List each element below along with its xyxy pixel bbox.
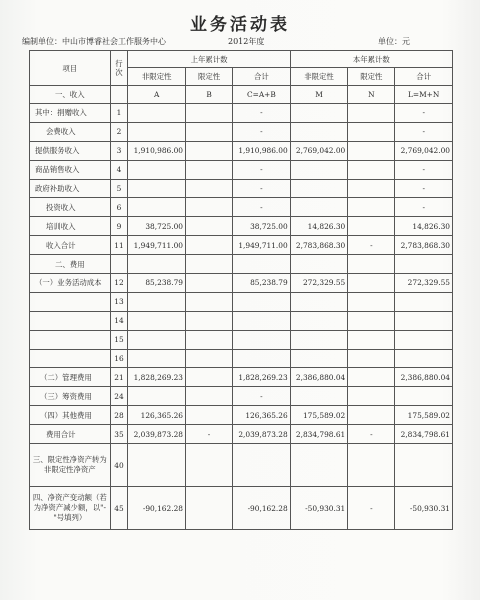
row-item-label: （三）筹资费用 bbox=[30, 387, 111, 406]
row-value-cell: - bbox=[185, 425, 232, 444]
row-value-cell bbox=[290, 255, 348, 274]
row-value-cell bbox=[395, 387, 453, 406]
row-value-cell: 2,386,880.04 bbox=[395, 368, 453, 387]
row-value-cell bbox=[290, 330, 348, 349]
row-value-cell bbox=[185, 141, 232, 160]
row-item-label: （二）管理费用 bbox=[30, 368, 111, 387]
row-value-cell: - bbox=[233, 104, 291, 123]
row-value-cell bbox=[290, 387, 348, 406]
table-row bbox=[30, 160, 453, 179]
row-value-cell: -50,930.31 bbox=[290, 487, 348, 530]
row-value-cell bbox=[185, 349, 232, 368]
row-line-number: 11 bbox=[110, 236, 128, 255]
row-item-label bbox=[30, 292, 111, 311]
formula-item-label: 一、收入 bbox=[30, 86, 111, 104]
row-item-label: 三、限定性净资产转为非限定性净资产 bbox=[30, 444, 111, 487]
formula-cell: C=A+B bbox=[233, 86, 291, 104]
row-value-cell: 126,365.26 bbox=[128, 406, 186, 425]
table-row bbox=[30, 292, 453, 311]
row-value-cell bbox=[348, 444, 395, 487]
row-value-cell: 2,783,868.30 bbox=[395, 236, 453, 255]
row-line-number: 2 bbox=[110, 122, 128, 141]
row-value-cell bbox=[128, 330, 186, 349]
row-value-cell: 272,329.55 bbox=[395, 274, 453, 293]
table-row bbox=[30, 141, 453, 160]
table-row bbox=[30, 311, 453, 330]
row-value-cell bbox=[185, 274, 232, 293]
row-value-cell bbox=[233, 444, 291, 487]
row-value-cell bbox=[185, 311, 232, 330]
row-value-cell bbox=[348, 387, 395, 406]
row-value-cell bbox=[348, 292, 395, 311]
row-line-number: 3 bbox=[110, 141, 128, 160]
row-value-cell: 272,329.55 bbox=[290, 274, 348, 293]
row-item-label: 商品销售收入 bbox=[30, 160, 111, 179]
row-value-cell bbox=[348, 274, 395, 293]
row-value-cell bbox=[128, 198, 186, 217]
row-value-cell: 2,039,873.28 bbox=[128, 425, 186, 444]
row-value-cell: 38,725.00 bbox=[128, 217, 186, 236]
row-item-label: 费用合计 bbox=[30, 425, 111, 444]
row-value-cell bbox=[395, 444, 453, 487]
row-value-cell: 2,769,042.00 bbox=[290, 141, 348, 160]
formula-cell: B bbox=[185, 86, 232, 104]
row-value-cell bbox=[290, 160, 348, 179]
row-value-cell bbox=[128, 387, 186, 406]
row-value-cell bbox=[395, 349, 453, 368]
row-value-cell: 14,826.30 bbox=[395, 217, 453, 236]
table-row bbox=[30, 387, 453, 406]
row-item-label: （四）其他费用 bbox=[30, 406, 111, 425]
row-value-cell bbox=[128, 349, 186, 368]
row-value-cell bbox=[290, 444, 348, 487]
row-item-label: 收入合计 bbox=[30, 236, 111, 255]
row-value-cell bbox=[128, 104, 186, 123]
row-value-cell: 1,910,986.00 bbox=[233, 141, 291, 160]
row-value-cell bbox=[348, 104, 395, 123]
formula-cell: L=M+N bbox=[395, 86, 453, 104]
page-title: 业务活动表 bbox=[190, 15, 290, 35]
row-line-number: 14 bbox=[110, 311, 128, 330]
row-value-cell bbox=[128, 444, 186, 487]
row-value-cell: 2,783,868.30 bbox=[290, 236, 348, 255]
row-value-cell: 175,589.02 bbox=[290, 406, 348, 425]
row-line-number: 6 bbox=[110, 198, 128, 217]
row-value-cell bbox=[185, 122, 232, 141]
row-value-cell bbox=[128, 311, 186, 330]
row-value-cell bbox=[185, 179, 232, 198]
row-value-cell: 175,589.02 bbox=[395, 406, 453, 425]
row-value-cell bbox=[128, 122, 186, 141]
formula-cell: N bbox=[348, 86, 395, 104]
row-value-cell bbox=[185, 160, 232, 179]
row-value-cell bbox=[395, 311, 453, 330]
row-line-number: 9 bbox=[110, 217, 128, 236]
row-line-number: 1 bbox=[110, 104, 128, 123]
row-value-cell bbox=[185, 487, 232, 530]
row-value-cell bbox=[395, 255, 453, 274]
row-value-cell bbox=[348, 368, 395, 387]
header-prev-unrestricted: 非限定性 bbox=[128, 68, 186, 86]
row-value-cell bbox=[233, 330, 291, 349]
row-item-label: 政府补助收入 bbox=[30, 179, 111, 198]
row-value-cell: - bbox=[395, 179, 453, 198]
table-row bbox=[30, 444, 453, 487]
row-value-cell bbox=[185, 368, 232, 387]
row-value-cell bbox=[185, 292, 232, 311]
table-row bbox=[30, 255, 453, 274]
activity-table bbox=[29, 50, 453, 530]
formula-cell: M bbox=[290, 86, 348, 104]
row-value-cell bbox=[348, 122, 395, 141]
header-this-unrestricted: 非限定性 bbox=[290, 68, 348, 86]
row-value-cell bbox=[290, 349, 348, 368]
row-item-label bbox=[30, 349, 111, 368]
row-value-cell: 2,386,880.04 bbox=[290, 368, 348, 387]
row-value-cell: - bbox=[395, 122, 453, 141]
table-row bbox=[30, 217, 453, 236]
header-line bbox=[110, 51, 128, 86]
row-value-cell bbox=[395, 330, 453, 349]
row-value-cell bbox=[290, 292, 348, 311]
row-value-cell bbox=[348, 330, 395, 349]
row-value-cell bbox=[233, 255, 291, 274]
row-value-cell bbox=[185, 217, 232, 236]
row-value-cell bbox=[233, 349, 291, 368]
row-value-cell bbox=[348, 349, 395, 368]
header-line-label: 行次 bbox=[115, 59, 123, 77]
row-line-number: 21 bbox=[110, 368, 128, 387]
report-year: 2012年度 bbox=[228, 37, 265, 46]
row-value-cell: 1,910,986.00 bbox=[128, 141, 186, 160]
table-row bbox=[30, 104, 453, 123]
row-value-cell: 38,725.00 bbox=[233, 217, 291, 236]
row-value-cell bbox=[348, 255, 395, 274]
row-item-label: 其中：捐赠收入 bbox=[30, 104, 111, 123]
row-line-number: 40 bbox=[110, 444, 128, 487]
row-value-cell bbox=[185, 444, 232, 487]
row-value-cell: - bbox=[395, 104, 453, 123]
row-line-number: 16 bbox=[110, 349, 128, 368]
table-row bbox=[30, 122, 453, 141]
header-this-year: 本年累计数 bbox=[290, 51, 452, 68]
row-item-label: 二、费用 bbox=[30, 255, 111, 274]
row-value-cell: - bbox=[233, 160, 291, 179]
row-value-cell: - bbox=[233, 179, 291, 198]
table-row bbox=[30, 487, 453, 530]
table-row bbox=[30, 179, 453, 198]
row-value-cell bbox=[348, 311, 395, 330]
row-line-number: 12 bbox=[110, 274, 128, 293]
row-item-label bbox=[30, 311, 111, 330]
row-value-cell bbox=[185, 406, 232, 425]
row-line-number: 4 bbox=[110, 160, 128, 179]
row-value-cell: - bbox=[233, 198, 291, 217]
row-line-number: 24 bbox=[110, 387, 128, 406]
row-value-cell: -50,930.31 bbox=[395, 487, 453, 530]
row-value-cell: -90,162.28 bbox=[233, 487, 291, 530]
row-value-cell bbox=[348, 198, 395, 217]
row-item-label: （一）业务活动成本 bbox=[30, 274, 111, 293]
row-value-cell: 1,949,711.00 bbox=[233, 236, 291, 255]
row-value-cell: 2,039,873.28 bbox=[233, 425, 291, 444]
preparer-unit: 编制单位：中山市博睿社会工作服务中心 bbox=[22, 37, 166, 46]
row-value-cell: - bbox=[395, 160, 453, 179]
row-line-number: 15 bbox=[110, 330, 128, 349]
row-value-cell bbox=[348, 141, 395, 160]
row-value-cell bbox=[128, 160, 186, 179]
row-value-cell: - bbox=[233, 122, 291, 141]
row-item-label: 四、净资产变动额（若为净资产减少额，以"-"号填列） bbox=[30, 487, 111, 530]
row-item-label: 会费收入 bbox=[30, 122, 111, 141]
row-item-label: 提供服务收入 bbox=[30, 141, 111, 160]
row-value-cell bbox=[185, 330, 232, 349]
row-value-cell: 85,238.79 bbox=[233, 274, 291, 293]
row-value-cell bbox=[233, 292, 291, 311]
row-value-cell bbox=[348, 160, 395, 179]
table-row bbox=[30, 349, 453, 368]
currency-unit: 单位：元 bbox=[378, 37, 410, 46]
row-value-cell bbox=[128, 292, 186, 311]
row-line-number: 45 bbox=[110, 487, 128, 530]
row-line-number bbox=[110, 255, 128, 274]
row-line-number: 13 bbox=[110, 292, 128, 311]
row-value-cell bbox=[128, 179, 186, 198]
formula-cell: A bbox=[128, 86, 186, 104]
row-value-cell bbox=[348, 217, 395, 236]
row-value-cell: -90,162.28 bbox=[128, 487, 186, 530]
row-value-cell: 2,769,042.00 bbox=[395, 141, 453, 160]
row-value-cell: 14,826.30 bbox=[290, 217, 348, 236]
row-value-cell bbox=[185, 198, 232, 217]
header-this-restricted: 限定性 bbox=[348, 68, 395, 86]
header-this-total: 合计 bbox=[395, 68, 453, 86]
row-value-cell bbox=[185, 104, 232, 123]
row-item-label bbox=[30, 330, 111, 349]
row-value-cell bbox=[290, 179, 348, 198]
row-value-cell bbox=[290, 311, 348, 330]
row-value-cell bbox=[185, 255, 232, 274]
row-value-cell: 1,949,711.00 bbox=[128, 236, 186, 255]
row-value-cell bbox=[185, 236, 232, 255]
row-line-number: 35 bbox=[110, 425, 128, 444]
row-value-cell bbox=[348, 179, 395, 198]
row-value-cell: 85,238.79 bbox=[128, 274, 186, 293]
row-value-cell bbox=[185, 387, 232, 406]
header-prev-year: 上年累计数 bbox=[128, 51, 290, 68]
table-row bbox=[30, 425, 453, 444]
row-value-cell: - bbox=[348, 487, 395, 530]
row-value-cell bbox=[395, 292, 453, 311]
row-item-label: 投资收入 bbox=[30, 198, 111, 217]
row-item-label: 培训收入 bbox=[30, 217, 111, 236]
row-value-cell: - bbox=[395, 198, 453, 217]
header-prev-restricted: 限定性 bbox=[185, 68, 232, 86]
row-value-cell: 126,365.26 bbox=[233, 406, 291, 425]
header-prev-total: 合计 bbox=[233, 68, 291, 86]
row-value-cell bbox=[290, 198, 348, 217]
table-row bbox=[30, 330, 453, 349]
row-value-cell: 2,834,798.61 bbox=[395, 425, 453, 444]
row-value-cell bbox=[290, 104, 348, 123]
row-value-cell: - bbox=[233, 387, 291, 406]
row-value-cell bbox=[128, 255, 186, 274]
row-value-cell bbox=[233, 311, 291, 330]
table-row bbox=[30, 198, 453, 217]
row-line-number: 5 bbox=[110, 179, 128, 198]
formula-line-cell bbox=[110, 86, 128, 104]
row-value-cell bbox=[290, 122, 348, 141]
table-row bbox=[30, 406, 453, 425]
row-value-cell: 1,828,269.23 bbox=[128, 368, 186, 387]
header-item: 项目 bbox=[30, 51, 111, 86]
table-body bbox=[30, 104, 453, 530]
row-value-cell bbox=[348, 406, 395, 425]
row-line-number: 28 bbox=[110, 406, 128, 425]
row-value-cell: 2,834,798.61 bbox=[290, 425, 348, 444]
table-row bbox=[30, 368, 453, 387]
table-row bbox=[30, 274, 453, 293]
row-value-cell: 1,828,269.23 bbox=[233, 368, 291, 387]
row-value-cell: - bbox=[348, 425, 395, 444]
row-value-cell: - bbox=[348, 236, 395, 255]
table-row bbox=[30, 236, 453, 255]
